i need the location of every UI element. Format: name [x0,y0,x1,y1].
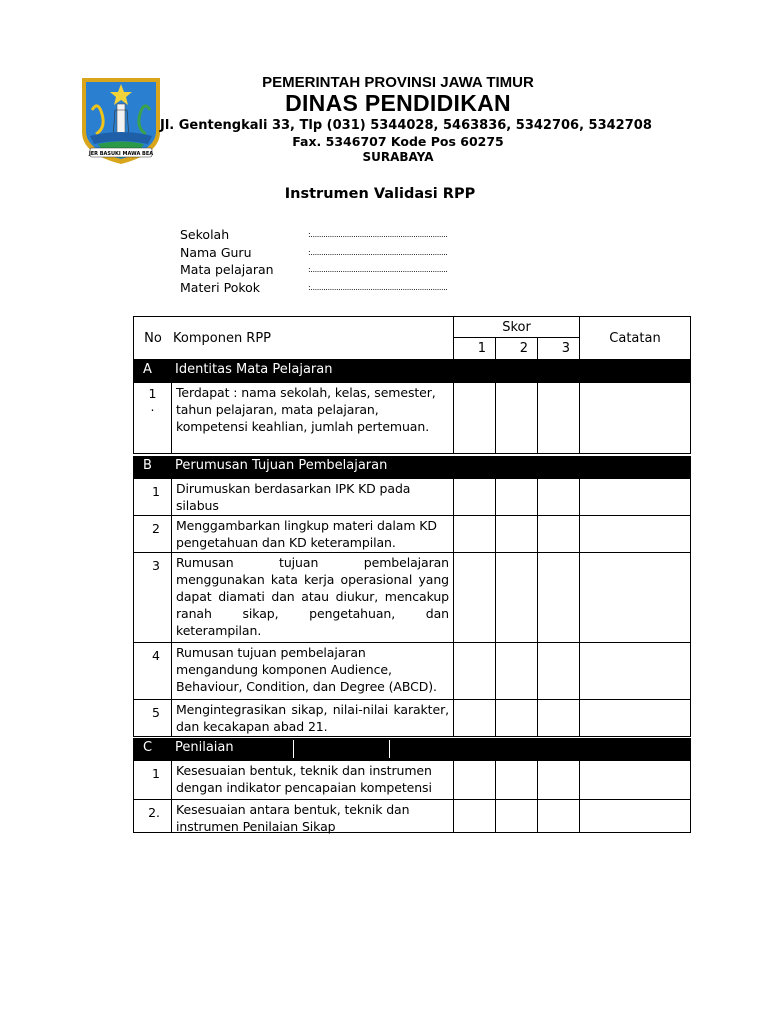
section-title: Identitas Mata Pelajaran [175,362,333,377]
row-number: 1 [133,478,172,516]
header-blank [304,316,454,360]
identity-blank: :................................................................ [308,230,448,239]
header-skor: Skor [453,316,580,338]
notes-cell[interactable] [579,699,691,737]
notes-cell[interactable] [579,642,691,700]
section-letter: A [143,362,152,377]
identity-block [180,226,452,296]
score-cell-2[interactable] [495,799,538,833]
score-cell-1[interactable] [453,699,496,737]
score-cell-3[interactable] [537,642,580,700]
score-cell-1[interactable] [453,552,496,643]
score-cell-3[interactable] [537,799,580,833]
identity-blank: :................................................................ [308,247,448,257]
document-title: Instrumen Validasi RPP [284,186,476,202]
row-text: Mengintegrasikan sikap, nilai-nilai karakter, dan kecakapan abad 21. [171,699,454,737]
letterhead-government: PEMERINTAH PROVINSI JAWA TIMUR [262,74,534,91]
section-letter: C [143,740,153,755]
row-text: Menggambarkan lingkup materi dalam KD pengetahuan dan KD keterampilan. [171,515,454,553]
score-cell-2[interactable] [495,760,538,800]
score-cell-3[interactable] [537,515,580,553]
table-row [133,515,691,553]
row-text: Rumusan tujuan pembelajaran menggunakan kata kerja operasional yang dapat diamati dan atau diukur, mencakup ranah sikap, pengetahuan, dan keterampilan. [171,552,454,643]
row-number: 2 [133,515,172,553]
table-row [133,699,691,737]
row-number: 2. [133,799,172,833]
table-row [133,478,691,516]
notes-cell[interactable] [579,799,691,833]
section-title: Perumusan Tujuan Pembelajaran [175,458,388,473]
table-header [133,316,691,360]
notes-cell[interactable] [579,478,691,516]
section-title: Penilaian [175,740,234,755]
row-text: Kesesuaian bentuk, teknik dan instrumen dengan indikator pencapaian kompetensi [171,760,454,800]
header-score-3: 3 [537,337,580,360]
score-cell-1[interactable] [453,478,496,516]
row-text: Dirumuskan berdasarkan IPK KD pada silabus [171,478,454,516]
row-text: Kesesuaian antara bentuk, teknik dan instrumen Penilaian Sikap [171,799,454,833]
row-text: Terdapat : nama sekolah, kelas, semester, tahun pelajaran, mata pelajaran, kompetensi keahlian, jumlah pertemuan. [171,382,454,454]
letterhead-fax: Fax. 5346707 Kode Pos 60275 [292,134,504,149]
identity-row [180,261,452,279]
section-letter: B [143,458,152,473]
row-number: 1 . [133,382,172,454]
table-row [133,382,691,454]
identity-label: Sekolah [180,227,230,242]
identity-blank: :................................................................ [308,282,448,292]
header-no: No [133,316,172,360]
score-cell-2[interactable] [495,552,538,643]
table-row [133,642,691,700]
score-cell-1[interactable] [453,642,496,700]
score-cell-2[interactable] [495,478,538,516]
identity-blank: :................................................................ [308,265,448,274]
section-b-header [133,456,691,478]
identity-label: Mata pelajaran [180,262,274,277]
notes-cell[interactable] [579,760,691,800]
score-cell-3[interactable] [537,478,580,516]
score-cell-3[interactable] [537,699,580,737]
score-cell-3[interactable] [537,552,580,643]
header-catatan: Catatan [579,316,691,360]
section-divider [293,740,294,758]
identity-label: Materi Pokok [180,279,261,295]
identity-row [180,226,452,244]
identity-row [180,244,452,262]
score-cell-2[interactable] [495,382,538,454]
identity-label: Nama Guru [180,244,252,260]
table-row [133,552,691,643]
row-number: 1 [133,760,172,800]
section-divider [389,740,390,758]
letterhead-office: DINAS PENDIDIKAN [285,90,511,116]
section-a-header [133,360,691,382]
score-cell-1[interactable] [453,382,496,454]
score-cell-3[interactable] [537,382,580,454]
identity-row [180,279,452,297]
letterhead-address: Jl. Gentengkali 33, Tlp (031) 5344028, 5463836, 5342706, 5342708 [160,118,652,133]
notes-cell[interactable] [579,382,691,454]
score-cell-1[interactable] [453,799,496,833]
row-text: Rumusan tujuan pembelajaran mengandung komponen Audience, Behaviour, Condition, dan Degree (ABCD). [171,642,454,700]
row-number: 4 [133,642,172,700]
score-cell-2[interactable] [495,515,538,553]
notes-cell[interactable] [579,552,691,643]
notes-cell[interactable] [579,515,691,553]
header-score-1: 1 [453,337,496,360]
logo-banner-text: JER BASUKI MAWA BEA [88,151,154,157]
score-cell-2[interactable] [495,699,538,737]
row-number: 5 [133,699,172,737]
section-c-header [133,738,691,760]
table-row [133,799,691,833]
score-cell-3[interactable] [537,760,580,800]
header-score-2: 2 [495,337,538,360]
header-komponen: Komponen RPP [171,316,305,360]
letterhead-city: SURABAYA [362,150,434,164]
table-row [133,760,691,800]
score-cell-2[interactable] [495,642,538,700]
score-cell-1[interactable] [453,515,496,553]
score-cell-1[interactable] [453,760,496,800]
row-number: 3 [133,552,172,643]
provincial-crest-logo [78,70,164,166]
